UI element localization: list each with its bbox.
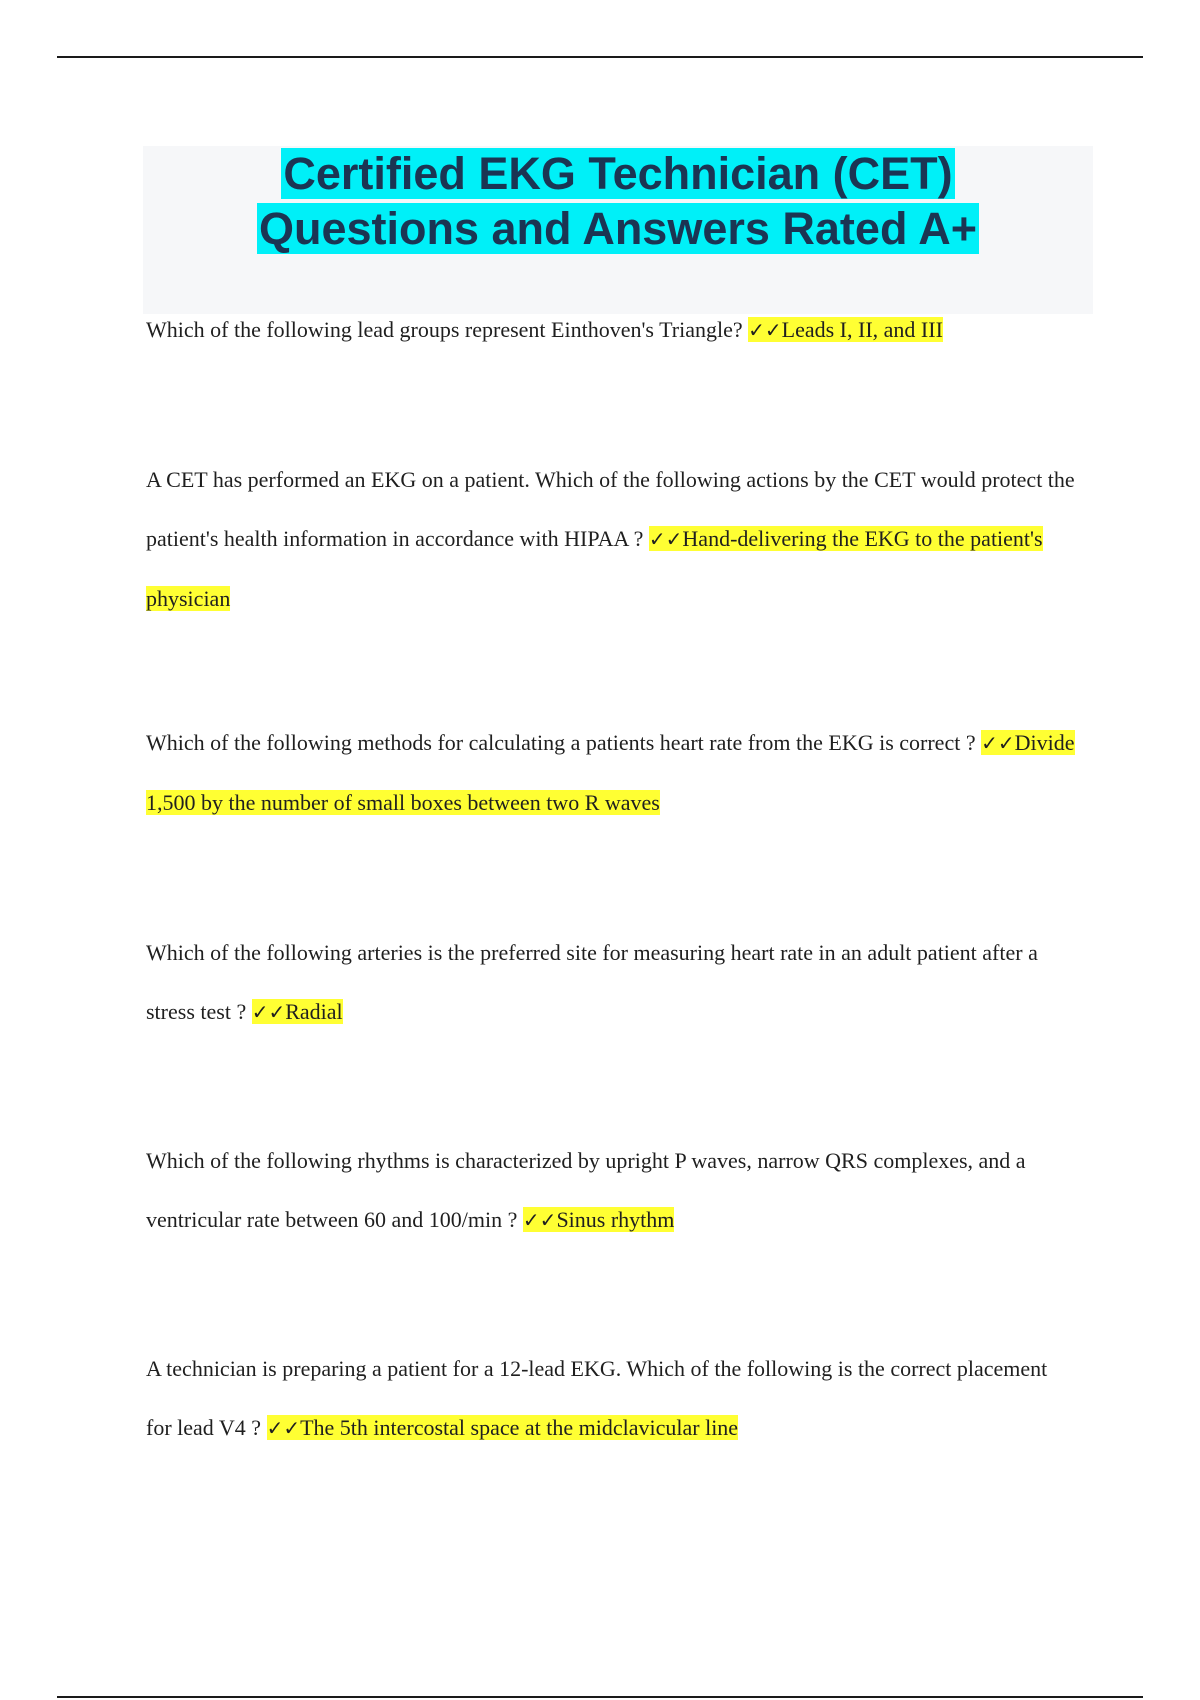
double-check-icon: ✓✓ xyxy=(648,527,683,551)
qa-item-4 xyxy=(146,923,1076,1042)
qa-item-1 xyxy=(146,300,1076,360)
title-line-2: Questions and Answers Rated A+ xyxy=(258,203,978,254)
title-block xyxy=(143,146,1093,314)
double-check-icon: ✓✓ xyxy=(251,1000,286,1024)
question-text: Which of the following methods for calculating a patients heart rate from the EKG is correct ? xyxy=(146,730,976,755)
double-check-icon: ✓✓ xyxy=(981,731,1015,755)
double-check-icon: ✓✓ xyxy=(266,1416,301,1440)
qa-item-3 xyxy=(146,713,1076,832)
answer-highlight xyxy=(523,1207,674,1232)
question-text: A CET has performed an EKG on a patient. Which of the following actions by the CET would protect the patient's health information in accordance with HIPAA ? xyxy=(146,467,1075,551)
answer-text: Leads I, II, and III xyxy=(781,317,943,342)
answer-text: Sinus rhythm xyxy=(556,1207,675,1232)
qa-item-2 xyxy=(146,450,1076,628)
answer-highlight xyxy=(252,999,343,1024)
question-text: Which of the following lead groups represent Einthoven's Triangle? xyxy=(146,317,743,342)
question-text: A technician is preparing a patient for a 12-lead EKG. Which of the following is the correct placement for lead V4 ? xyxy=(146,1356,1048,1440)
document-title xyxy=(143,146,1093,256)
answer-text: The 5th intercostal space at the midclavicular line xyxy=(300,1415,739,1440)
title-line-1: Certified EKG Technician (CET) xyxy=(283,148,953,199)
question-text: Which of the following arteries is the preferred site for measuring heart rate in an adult patient after a stress test ? xyxy=(146,940,1038,1024)
bottom-rule xyxy=(57,1696,1143,1698)
answer-text: Radial xyxy=(285,999,343,1024)
answer-text: Divide 1,500 by the number of small boxes between two R waves xyxy=(146,730,1075,815)
top-rule xyxy=(57,56,1143,58)
answer-text: Hand-delivering the EKG to the patient's physician xyxy=(146,526,1043,611)
double-check-icon: ✓✓ xyxy=(522,1208,557,1232)
qa-item-6 xyxy=(146,1339,1076,1458)
double-check-icon: ✓✓ xyxy=(748,318,782,342)
question-text: Which of the following rhythms is characterized by upright P waves, narrow QRS complexes, and a ventricular rate between 60 and 100/min ? xyxy=(146,1148,1026,1232)
answer-highlight xyxy=(748,317,943,342)
answer-highlight xyxy=(267,1415,739,1440)
qa-item-5 xyxy=(146,1131,1076,1250)
